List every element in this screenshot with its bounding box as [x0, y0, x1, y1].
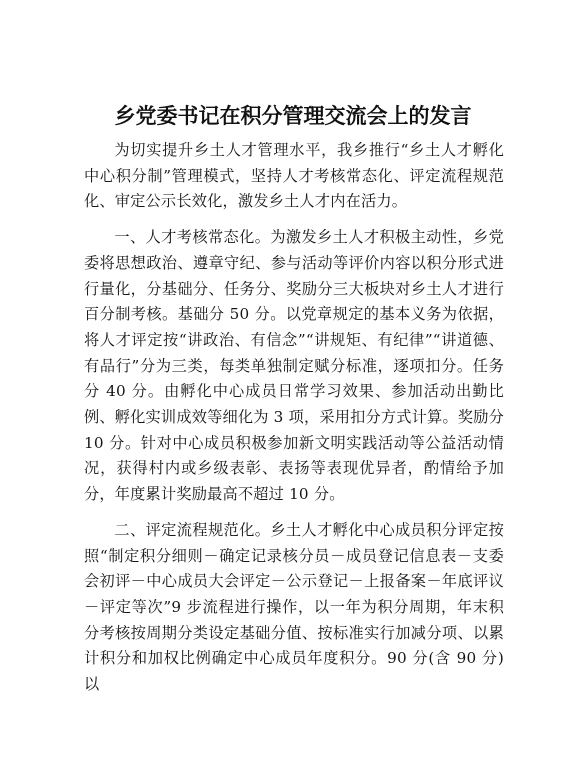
section-one-paragraph: 一、人才考核常态化。为激发乡土人才积极主动性，乡党委将思想政治、遵章守纪、参与活动等评价内容以积分形式进行量化，分基础分、任务分、奖励分三大板块对乡土人才进行百分制考核。基础分 50 分。以党章规定的基本义务为依据，将人才评定按“讲政治、有信念”“讲规矩、有纪律”“讲道德、有品行”分为三类，每类单独制定赋分标准，逐项扣分。任务分 40 分。由孵化中心成员日常学习效果、参加活动出勤比例、孵化实训成效等细化为 3 项，采用扣分方式计算。奖励分 10 分。针对中心成员积极参加新文明实践活动等公益活动情况，获得村内或乡级表彰、表扬等表现优异者，酌情给予加分，年度累计奖励最高不超过 10 分。 [84, 228, 504, 504]
intro-paragraph: 为切实提升乡土人才管理水平，我乡推行“乡土人才孵化中心积分制”管理模式，坚持人才考核常态化、评定流程规范化、审定公示长效化，激发乡土人才内在活力。 [84, 141, 504, 211]
document-title: 乡党委书记在积分管理交流会上的发言 [114, 103, 472, 128]
section-two-paragraph: 二、评定流程规范化。乡土人才孵化中心成员积分评定按照“制定积分细则－确定记录核分员－成员登记信息表－支委会初评－中心成员大会评定－公示登记－上报备案－年底评议－评定等次”9 步流程进行操作，以一年为积分周期，年末积分考核按周期分类设定基础分值、按标准实行加减分项、以累计积分和加权比例确定中心成员年度积分。90 分(含 90 分)以 [84, 520, 504, 694]
document-body [84, 138, 504, 698]
